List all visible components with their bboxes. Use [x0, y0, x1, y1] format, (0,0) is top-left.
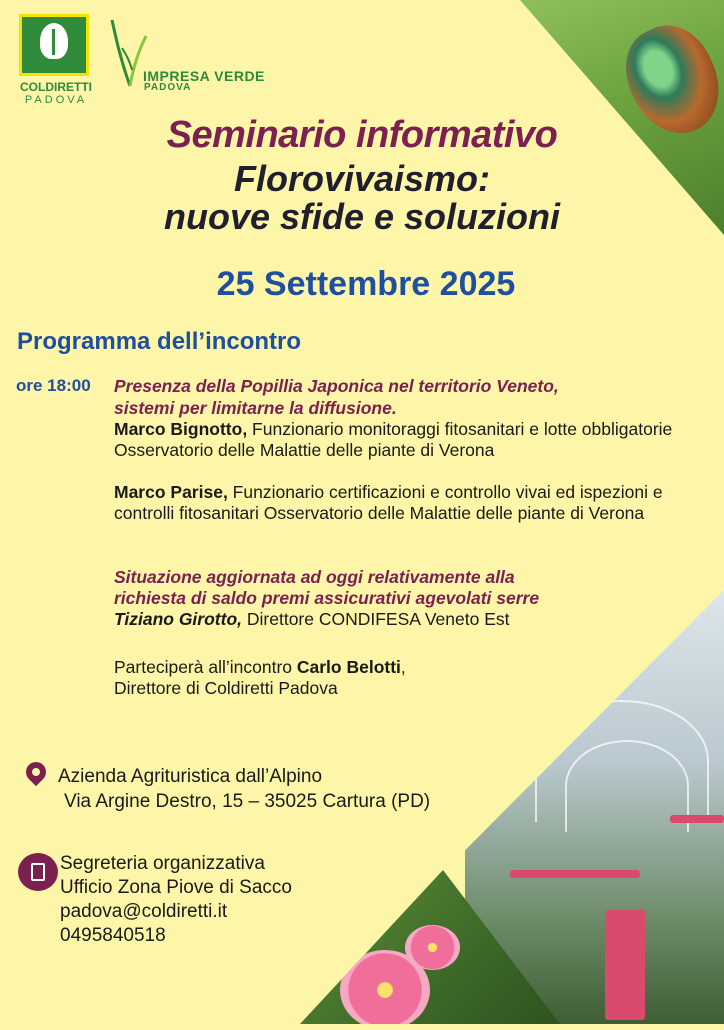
speaker-1	[114, 419, 689, 461]
coldiretti-logo	[19, 14, 89, 76]
program-time: ore 18:00	[16, 376, 91, 395]
venue-name: Azienda Agrituristica dall’Alpino	[58, 766, 323, 787]
speaker-1-role: Funzionario monitoraggi fitosanitari e lotte obbligatorie Osservatorio delle Malattie delle piante di Verona	[114, 419, 673, 460]
secretariat	[60, 852, 292, 948]
speaker-3-name: Tiziano Girotto,	[114, 609, 243, 629]
guest-name: Carlo Belotti	[296, 657, 401, 677]
topic-2-line2: richiesta di saldo premi assicurativi agevolati serre	[114, 588, 540, 608]
secretariat-office: Ufficio Zona Piove di Sacco	[60, 877, 292, 898]
secretariat-title: Segreteria organizzativa	[60, 853, 265, 874]
guest-line	[114, 657, 689, 678]
topic-1-line2: sistemi per limitarne la diffusione.	[114, 398, 397, 418]
speaker-3-role: Direttore CONDIFESA Veneto Est	[242, 609, 510, 629]
impresa-verde-sub: PADOVA	[144, 82, 192, 93]
guest-prefix: Parteciperà all’incontro	[114, 657, 297, 677]
seminar-subtitle-line2: nuove sfide e soluzioni	[163, 196, 561, 237]
document-icon	[18, 853, 58, 891]
guest-suffix: ,	[400, 657, 406, 677]
impresa-verde-logo-icon	[108, 18, 148, 90]
flower-bed	[605, 910, 645, 1020]
seminar-title: Seminario informativo	[166, 114, 558, 156]
speaker-3	[114, 609, 689, 630]
topic-1-line1: Presenza della Popillia Japonica nel territorio Veneto,	[114, 376, 559, 396]
venue-address: Via Argine Destro, 15 – 35025 Cartura (PD)	[64, 791, 431, 812]
event-date: 25 Settembre 2025	[216, 265, 516, 303]
flower-icon	[405, 925, 460, 970]
secretariat-email[interactable]: padova@coldiretti.it	[60, 901, 228, 922]
guest-role: Direttore di Coldiretti Padova	[114, 678, 338, 698]
speaker-2-role: Funzionario certificazioni e controllo vivai ed ispezioni e controlli fitosanitari Osservatorio delle Malattie delle piante di Verona	[114, 482, 663, 523]
coldiretti-sub: PADOVA	[24, 94, 88, 106]
secretariat-phone[interactable]: 0495840518	[60, 925, 166, 946]
speaker-2-name: Marco Parise,	[114, 482, 228, 502]
impresa-verde-name: IMPRESA VERDE	[143, 68, 265, 84]
venue	[58, 764, 430, 814]
flower-shelf	[510, 870, 640, 878]
program-heading: Programma dell’incontro	[17, 328, 302, 355]
seminar-subtitle-line1: Florovivaismo:	[233, 158, 491, 199]
flower-shelf	[670, 815, 724, 823]
location-pin-icon	[22, 758, 50, 786]
topic-2-line1: Situazione aggiornata ad oggi relativamente alla	[114, 567, 515, 587]
speaker-2	[114, 482, 689, 524]
speaker-1-name: Marco Bignotto,	[114, 419, 248, 439]
coldiretti-name: COLDIRETTI	[20, 80, 92, 94]
